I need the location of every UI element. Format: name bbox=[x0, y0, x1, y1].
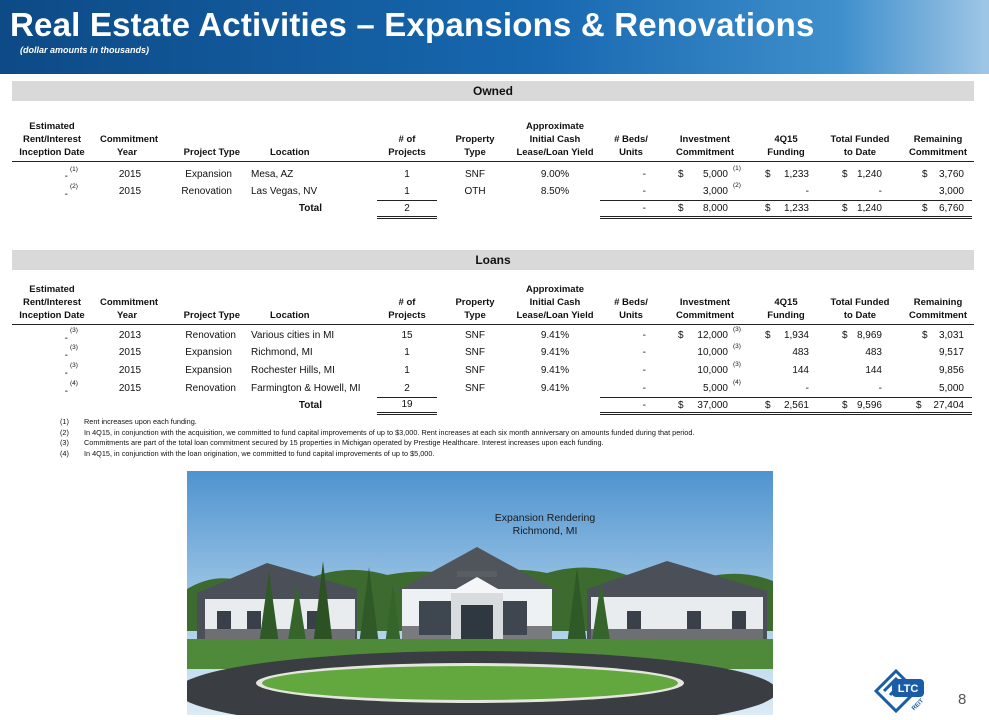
expansion-rendering-image bbox=[187, 471, 773, 715]
underline bbox=[600, 397, 972, 398]
cell-type: Renovation bbox=[185, 383, 236, 394]
cell-location: Farmington & Howell, MI bbox=[251, 383, 361, 394]
loans-section-header: Loans bbox=[12, 250, 974, 270]
col-yield-header: Approximate Initial Cash Lease/Loan Yield bbox=[516, 121, 594, 158]
page-number: 8 bbox=[958, 691, 967, 708]
cell-inception: - bbox=[64, 368, 68, 379]
col-location-header: Location bbox=[270, 147, 310, 158]
cell-currency: $ bbox=[842, 400, 848, 411]
cell-currency: $ bbox=[922, 169, 928, 180]
cell-yield: 8.50% bbox=[540, 186, 570, 197]
cell-remaining: 3,000 bbox=[938, 186, 964, 197]
total-label: Total bbox=[298, 203, 322, 214]
page-subtitle: (dollar amounts in thousands) bbox=[20, 45, 150, 55]
cell-year: 2015 bbox=[118, 347, 142, 358]
col-yield-header: Approximate Initial Cash Lease/Loan Yield bbox=[516, 284, 594, 321]
cell-yield: 9.41% bbox=[540, 347, 570, 358]
double-underline bbox=[377, 218, 437, 219]
svg-text:REIT: REIT bbox=[911, 698, 926, 713]
cell-remaining: 3,760 bbox=[938, 169, 964, 180]
col-funded-header: Total Funded to Date bbox=[830, 297, 890, 321]
col-projects-header: # of Projects bbox=[388, 297, 426, 321]
col-projects-header: # of Projects bbox=[388, 134, 426, 158]
double-underline bbox=[600, 218, 972, 219]
cell-projects: 2 bbox=[404, 383, 410, 394]
cell-location: Las Vegas, NV bbox=[251, 186, 318, 197]
cell-ptype: SNF bbox=[465, 330, 485, 341]
cell-remaining: 5,000 bbox=[938, 383, 964, 394]
cell-investment: 5,000 bbox=[702, 383, 728, 394]
footnote-ref: (3) bbox=[70, 327, 78, 334]
cell-inception: - bbox=[64, 333, 68, 344]
total-investment: 8,000 bbox=[702, 203, 728, 214]
footnotes bbox=[60, 417, 960, 459]
cell-inception: - bbox=[64, 171, 68, 182]
cell-type: Expansion bbox=[185, 347, 232, 358]
cell-currency: $ bbox=[842, 203, 848, 214]
underline bbox=[377, 200, 437, 201]
cell-q4: - bbox=[805, 186, 809, 197]
col-beds-header: # Beds/ Units bbox=[614, 134, 648, 158]
cell-funded: - bbox=[878, 186, 882, 197]
underline bbox=[600, 200, 972, 201]
cell-year: 2015 bbox=[118, 365, 142, 376]
cell-projects: 1 bbox=[404, 169, 410, 180]
col-inception-header: Estimated Rent/Interest Inception Date bbox=[19, 284, 85, 321]
cell-ptype: SNF bbox=[465, 383, 485, 394]
col-remaining-header: Remaining Commitment bbox=[908, 297, 968, 321]
cell-yield: 9.41% bbox=[540, 383, 570, 394]
cell-type: Expansion bbox=[185, 169, 232, 180]
total-projects: 2 bbox=[404, 203, 410, 214]
cell-currency: $ bbox=[678, 169, 684, 180]
col-ptype-header: Property Type bbox=[455, 134, 495, 158]
cell-location: Rochester Hills, MI bbox=[251, 365, 335, 376]
cell-q4: 483 bbox=[792, 347, 809, 358]
cell-year: 2013 bbox=[118, 330, 142, 341]
page-title: Real Estate Activities – Expansions & Renovations bbox=[10, 6, 815, 43]
double-underline bbox=[377, 412, 437, 413]
col-year-header: Commitment Year bbox=[100, 297, 159, 321]
double-underline bbox=[600, 216, 972, 217]
cell-beds: - bbox=[642, 365, 646, 376]
footnote-ref: (3) bbox=[733, 343, 741, 350]
cell-ptype: SNF bbox=[465, 347, 485, 358]
col-location-header: Location bbox=[270, 310, 310, 321]
cell-remaining: 9,856 bbox=[938, 365, 964, 376]
image-caption: Expansion Rendering Richmond, MI bbox=[494, 512, 596, 537]
cell-currency: $ bbox=[765, 203, 771, 214]
cell-projects: 1 bbox=[404, 365, 410, 376]
loans-header-rule bbox=[12, 324, 974, 325]
cell-currency: $ bbox=[842, 169, 848, 180]
col-type-header: Project Type bbox=[183, 310, 240, 321]
cell-investment: 12,000 bbox=[697, 330, 728, 341]
svg-text:LTC: LTC bbox=[897, 683, 919, 695]
double-underline bbox=[600, 412, 972, 413]
col-remaining-header: Remaining Commitment bbox=[908, 134, 968, 158]
total-funded: 9,596 bbox=[856, 400, 882, 411]
cell-funded: - bbox=[878, 383, 882, 394]
cell-beds: - bbox=[642, 383, 646, 394]
total-label: Total bbox=[298, 400, 322, 411]
total-projects: 19 bbox=[401, 399, 413, 410]
total-funded: 1,240 bbox=[856, 203, 882, 214]
cell-beds: - bbox=[642, 169, 646, 180]
footnote-ref: (3) bbox=[70, 362, 78, 369]
footnote-ref: (2) bbox=[70, 183, 78, 190]
total-beds: - bbox=[642, 400, 646, 411]
cell-funded: 8,969 bbox=[856, 330, 882, 341]
total-remaining: 6,760 bbox=[938, 203, 964, 214]
cell-currency: $ bbox=[678, 330, 684, 341]
cell-q4: 1,934 bbox=[783, 330, 809, 341]
cell-yield: 9.00% bbox=[540, 169, 570, 180]
col-investment-header: Investment Commitment bbox=[675, 134, 735, 158]
cell-location: Richmond, MI bbox=[251, 347, 313, 358]
footnote: (3) Commitments are part of the total loan commitment secured by 15 properties in Michigan operated by Prestige Healthcare. Interest increases upon each funding. bbox=[60, 438, 604, 447]
cell-inception: - bbox=[64, 350, 68, 361]
ltc-reit-logo bbox=[870, 665, 942, 715]
footnote: (4) In 4Q15, in conjunction with the loan origination, we committed to fund capital improvements of up to $5,000. bbox=[60, 448, 435, 458]
cell-type: Renovation bbox=[181, 186, 232, 197]
col-ptype-header: Property Type bbox=[455, 297, 495, 321]
cell-currency: $ bbox=[842, 330, 848, 341]
cell-remaining: 3,031 bbox=[938, 330, 964, 341]
cell-currency: $ bbox=[922, 330, 928, 341]
cell-beds: - bbox=[642, 186, 646, 197]
footnote-ref: (3) bbox=[733, 361, 741, 368]
footnote-ref: (1) bbox=[70, 166, 78, 173]
col-investment-header: Investment Commitment bbox=[675, 297, 735, 321]
cell-q4: 1,233 bbox=[783, 169, 809, 180]
cell-currency: $ bbox=[678, 400, 684, 411]
cell-ptype: SNF bbox=[465, 365, 485, 376]
title-banner bbox=[0, 0, 989, 74]
cell-yield: 9.41% bbox=[540, 330, 570, 341]
cell-currency: $ bbox=[765, 169, 771, 180]
cell-year: 2015 bbox=[118, 169, 142, 180]
cell-location: Various cities in MI bbox=[251, 330, 335, 341]
cell-ptype: OTH bbox=[464, 186, 486, 197]
col-q4-header: 4Q15 Funding bbox=[767, 134, 805, 158]
cell-currency: $ bbox=[678, 203, 684, 214]
total-remaining: 27,404 bbox=[933, 400, 964, 411]
col-year-header: Commitment Year bbox=[100, 134, 159, 158]
cell-year: 2015 bbox=[118, 383, 142, 394]
footnote-ref: (3) bbox=[733, 326, 741, 333]
footnote: (2) In 4Q15, in conjunction with the acquisition, we committed to fund capital improvements of up to $3,000. Rent increases at each six month anniversary on amounts funded during that period. bbox=[60, 427, 695, 437]
cell-year: 2015 bbox=[118, 186, 142, 197]
cell-investment: 5,000 bbox=[702, 169, 728, 180]
cell-investment: 10,000 bbox=[697, 347, 728, 358]
cell-location: Mesa, AZ bbox=[251, 169, 294, 180]
col-funded-header: Total Funded to Date bbox=[830, 134, 890, 158]
cell-currency: $ bbox=[922, 203, 928, 214]
col-q4-header: 4Q15 Funding bbox=[767, 297, 805, 321]
cell-remaining: 9,517 bbox=[938, 347, 964, 358]
cell-currency: $ bbox=[916, 400, 922, 411]
footnote-ref: (3) bbox=[70, 344, 78, 351]
total-q4: 2,561 bbox=[783, 400, 809, 411]
cell-yield: 9.41% bbox=[540, 365, 570, 376]
col-type-header: Project Type bbox=[183, 147, 240, 158]
cell-investment: 3,000 bbox=[702, 186, 728, 197]
footnote-ref: (2) bbox=[733, 182, 741, 189]
cell-projects: 15 bbox=[401, 330, 413, 341]
double-underline bbox=[377, 414, 437, 415]
cell-investment: 10,000 bbox=[697, 365, 728, 376]
cell-inception: - bbox=[64, 189, 68, 200]
footnote: (1) Rent increases upon each funding. bbox=[60, 417, 197, 426]
cell-funded: 1,240 bbox=[856, 169, 882, 180]
cell-funded: 144 bbox=[865, 365, 882, 376]
cell-projects: 1 bbox=[404, 347, 410, 358]
cell-type: Expansion bbox=[185, 365, 232, 376]
cell-currency: $ bbox=[765, 330, 771, 341]
cell-projects: 1 bbox=[404, 186, 410, 197]
cell-beds: - bbox=[642, 347, 646, 358]
double-underline bbox=[600, 414, 972, 415]
cell-q4: 144 bbox=[792, 365, 809, 376]
cell-beds: - bbox=[642, 330, 646, 341]
total-beds: - bbox=[642, 203, 646, 214]
double-underline bbox=[377, 216, 437, 217]
col-beds-header: # Beds/ Units bbox=[614, 297, 648, 321]
owned-header-rule bbox=[12, 161, 974, 162]
cell-funded: 483 bbox=[865, 347, 882, 358]
cell-currency: $ bbox=[765, 400, 771, 411]
total-investment: 37,000 bbox=[697, 400, 728, 411]
owned-section-header: Owned bbox=[12, 81, 974, 101]
cell-ptype: SNF bbox=[465, 169, 485, 180]
footnote-ref: (4) bbox=[70, 380, 78, 387]
cell-type: Renovation bbox=[185, 330, 236, 341]
cell-inception: - bbox=[64, 386, 68, 397]
total-q4: 1,233 bbox=[783, 203, 809, 214]
footnote-ref: (1) bbox=[733, 165, 741, 172]
cell-q4: - bbox=[805, 383, 809, 394]
underline bbox=[377, 397, 437, 398]
col-inception-header: Estimated Rent/Interest Inception Date bbox=[19, 121, 85, 158]
footnote-ref: (4) bbox=[733, 379, 741, 386]
